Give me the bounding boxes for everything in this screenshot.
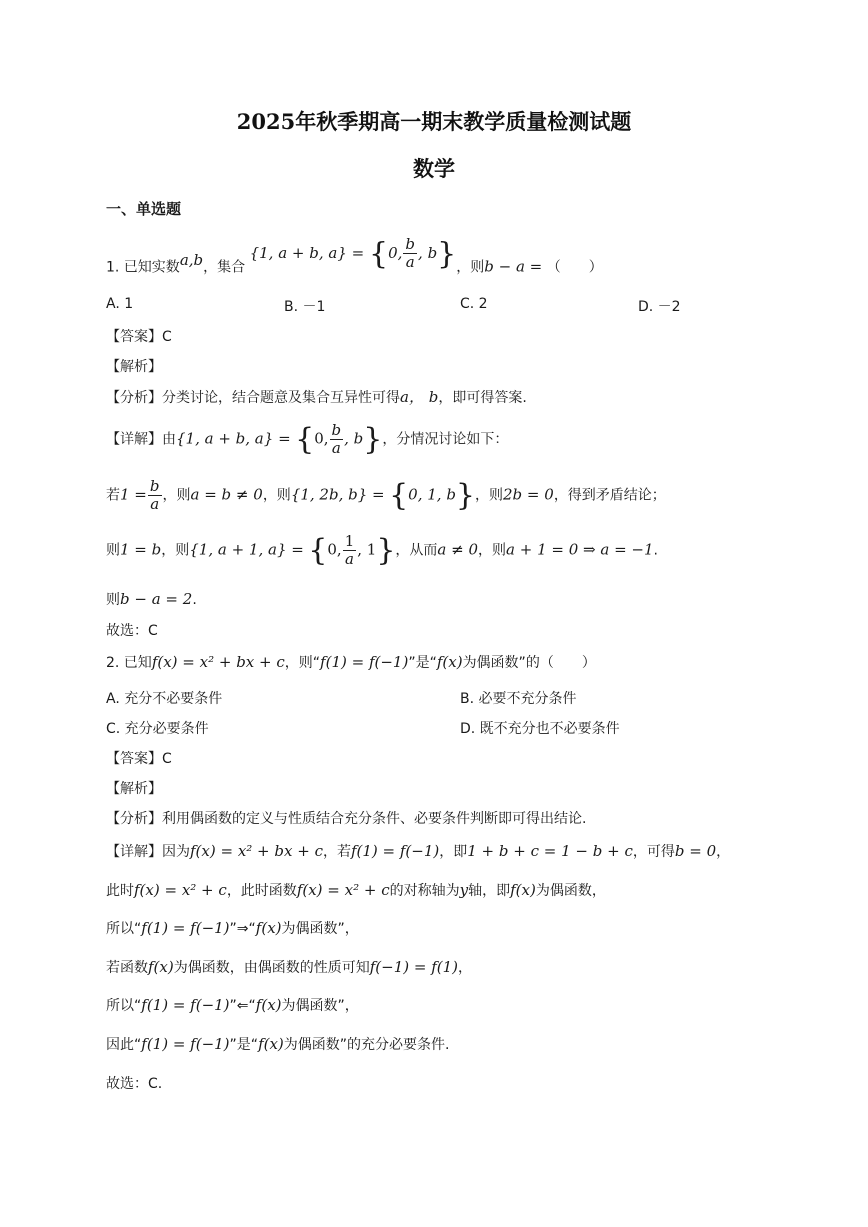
q2-detail-5: 所以“f(1) = f(−1)”⇐“f(x)为偶函数”，	[106, 996, 359, 1014]
q1-expr: b − a =	[484, 257, 543, 276]
q1-case-1: 若1 = $\frac{b}{a}$ ，则a = b ≠ 0，则{1, 2b, b} = {0, 1, b}，则2b = 0，得到矛盾结论；	[106, 477, 666, 513]
q2-detail-6: 因此“f(1) = f(−1)”是“f(x)为偶函数”的充分必要条件.	[106, 1035, 450, 1053]
q2-option-a: A. 充分不必要条件	[106, 691, 223, 707]
q1-case-2: 则1 = b，则{1, a + 1, a} = {0, $\frac{1}{a}$ , 1}，从而a ≠ 0，则a + 1 = 0 ⇒ a = −1.	[106, 532, 658, 568]
exam-subject: 数学	[413, 156, 455, 181]
q2-detail-3: 所以“f(1) = f(−1)”⇒“f(x)为偶函数”，	[106, 919, 359, 937]
q2-choice: 故选：C.	[106, 1076, 163, 1092]
q1-set-expression: {1, a + b, a} = {0, $\frac{b}{a}$ , b}	[249, 235, 457, 271]
q2-detail-2: 此时f(x) = x² + c，此时函数f(x) = x² + c的对称轴为y轴，即f(x)为偶函数，	[106, 881, 606, 899]
section-heading: 一、单选题	[106, 200, 182, 218]
q1-vars: a,b	[179, 250, 204, 269]
q1-answer: 【答案】C	[106, 329, 172, 345]
q1-option-c: C. 2	[460, 296, 488, 312]
q2-option-d: D. 既不充分也不必要条件	[460, 721, 620, 737]
q1-result: 则b − a = 2.	[106, 590, 197, 608]
q2-analysis-heading: 【解析】	[106, 781, 162, 797]
fraction-b-over-a: $\frac{b}{a}$	[405, 235, 416, 271]
q1-choice: 故选：C	[106, 623, 158, 639]
q1-option-a: A. 1	[106, 296, 134, 312]
q2-stem: 2. 已知f(x) = x² + bx + c，则“f(1) = f(−1)”是“f(x)为偶函数”的（ ）	[106, 653, 596, 671]
fraction-1-over-a: $\frac{1}{a}$	[344, 532, 355, 568]
q1-stem: 1. 已知实数a,b，集合 {1, a + b, a} = {0, $\frac{b}{a}$ , b}，则b − a = （ ）	[106, 235, 603, 276]
q1-detail: 【详解】由{1, a + b, a} = {0, $\frac{b}{a}$ , b}，分情况讨论如下：	[106, 421, 509, 457]
q1-option-b: B. －1	[284, 299, 326, 315]
q2-answer: 【答案】C	[106, 751, 172, 767]
q1-option-d: D. －2	[638, 299, 681, 315]
exam-title: 2025年秋季期高一期末教学质量检测试题	[236, 109, 632, 134]
q1-analysis-heading: 【解析】	[106, 359, 162, 375]
q2-option-b: B. 必要不充分条件	[460, 691, 577, 707]
fraction-b-over-a: $\frac{b}{a}$	[331, 421, 342, 457]
q2-detail-1: 【详解】因为f(x) = x² + bx + c，若f(1) = f(−1)，即1 + b + c = 1 − b + c，可得b = 0，	[106, 842, 731, 860]
q1-analysis: 【分析】分类讨论，结合题意及集合互异性可得a， b，即可得答案.	[106, 388, 527, 406]
q2-option-c: C. 充分必要条件	[106, 721, 209, 737]
q2-analysis: 【分析】利用偶函数的定义与性质结合充分条件、必要条件判断即可得出结论.	[106, 811, 587, 827]
q2-detail-4: 若函数f(x)为偶函数，由偶函数的性质可知f(−1) = f(1)，	[106, 958, 472, 976]
